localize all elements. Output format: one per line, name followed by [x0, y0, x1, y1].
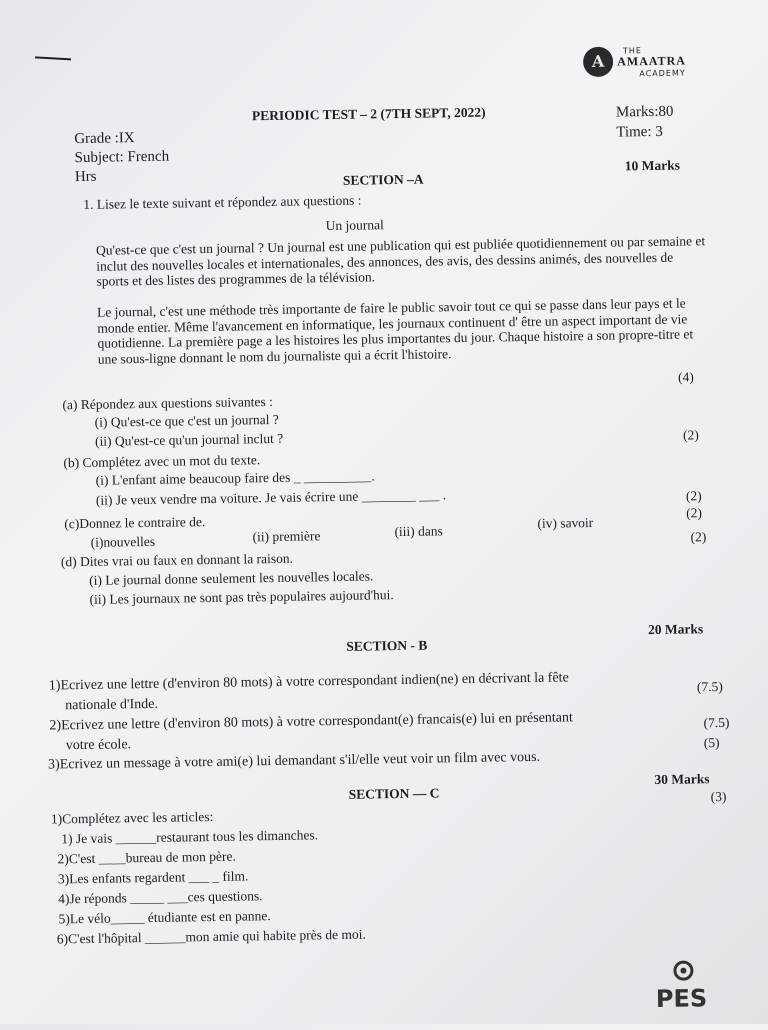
section-c-heading: SECTION — C	[348, 785, 440, 802]
question-d: (d) Dites vrai ou faux en donnant la raison.	[60, 550, 294, 570]
question-c-iii: (iii) dans	[394, 523, 443, 540]
section-b-q1-line2: nationale d'Inde.	[65, 696, 159, 714]
article-item-3: 3)Les enfants regardent ___ _ film.	[57, 868, 249, 887]
hours-label: Hrs	[74, 168, 97, 186]
subject-label: Subject: French	[74, 148, 170, 167]
article-item-1: 1) Je vais ______restaurant tous les dimanches.	[61, 827, 319, 847]
pes-logo	[653, 960, 724, 1016]
section-a-marks: 10 Marks	[624, 157, 681, 174]
question-b: (b) Complétez avec un mot du texte.	[63, 452, 261, 471]
question-a: (a) Répondez aux questions suivantes :	[62, 393, 273, 413]
question-b-i: (i) L'enfant aime beaucoup faire des _ __________.	[95, 468, 375, 488]
section-a-instruction: 1. Lisez le texte suivant et répondez aux questions :	[83, 192, 362, 212]
section-b-q2-marks: (7.5)	[703, 714, 730, 731]
logo-the: THE	[622, 46, 643, 56]
question-c: (c)Donnez le contraire de.	[64, 514, 206, 532]
grade-label: Grade :IX	[74, 130, 135, 148]
section-b-q1-line1: 1)Ecrivez une lettre (d'environ 80 mots) à votre correspondant indien(ne) en décrivant la fête	[48, 670, 569, 694]
passage-paragraph-2: Le journal, c'est une méthode très importante de faire le public savoir tout ce qui se passe dans leur pays et le monde entier. Même l'avancement en informatique, les journaux continuent d' être un aspect important de vie quotidienne. La première page a les histoires les plus importantes du jour. Chaque histoire a son propre-titre et une sous-ligne donnant le nom du journaliste qui a écrit l'histoire.	[96, 295, 694, 367]
test-title: PERIODIC TEST – 2 (7TH SEPT, 2022)	[251, 104, 486, 124]
section-c-q1: 1)Complétez avec les articles:	[50, 808, 214, 827]
passage-title: Un journal	[325, 217, 384, 234]
logo-name: AMAATRA	[617, 53, 687, 69]
section-b-q2-line2: votre école.	[65, 737, 132, 754]
question-c-iv: (iv) savoir	[537, 514, 594, 531]
passage-paragraph-1: Qu'est-ce que c'est un journal ? Un journal est une publication qui est publiée quotidiennement ou par semaine et inclut des nouvelles locales et internationales, des annonces, des avis, des dessins animés, des nouvelles de sports et des listes des programmes de la télévision.	[95, 233, 706, 289]
section-a-heading: SECTION –A	[342, 171, 424, 188]
question-d-marks: (2)	[690, 529, 707, 545]
question-b-ii: (ii) Je veux vendre ma voiture. Je vais écrire une ________ ___ .	[95, 487, 447, 508]
question-c-i: (i)nouvelles	[90, 533, 156, 550]
pes-emblem-icon	[673, 960, 693, 980]
amaatra-academy-logo	[583, 45, 714, 83]
question-a-i: (i) Qu'est-ce que c'est un journal ?	[94, 411, 279, 430]
pes-brand: PES	[655, 984, 708, 1014]
section-b-q1-marks: (7.5)	[696, 678, 723, 695]
logo-academy: ACADEMY	[639, 68, 686, 79]
question-a-marks: (2)	[682, 427, 699, 443]
passage-marks: (4)	[677, 369, 694, 385]
pen-mark	[35, 56, 71, 60]
section-b-q2-line1: 2)Ecrivez une lettre (d'environ 80 mots) à votre correspondant(e) francais(e) lui en présentant	[49, 710, 573, 734]
question-c-ii: (ii) première	[252, 528, 321, 545]
section-b-q3: 3)Ecrivez un message à votre ami(e) lui demandant s'il/elle veut voir un film avec vous.	[48, 749, 541, 773]
article-item-4: 4)Je réponds _____ ___ces questions.	[58, 888, 263, 907]
time-allowed: Time: 3	[616, 123, 663, 141]
question-d-ii: (ii) Les journaux ne sont pas très populaires aujourd'hui.	[89, 587, 394, 607]
question-a-ii: (ii) Qu'est-ce qu'un journal inclut ?	[94, 430, 284, 449]
total-marks: Marks:80	[615, 103, 674, 121]
article-item-5: 5)Le vélo_____ étudiante est en panne.	[58, 908, 271, 927]
article-item-6: 6)C'est l'hôpital ______mon amie qui habite près de moi.	[56, 926, 366, 947]
section-b-q3-marks: (5)	[703, 735, 720, 751]
article-item-2: 2)C'est ____bureau de mon père.	[57, 848, 236, 867]
question-b-marks: (2)	[685, 488, 702, 504]
section-c-q1-marks: (3)	[710, 788, 727, 805]
section-c-marks: 30 Marks	[654, 771, 710, 788]
question-d-i: (i) Le journal donne seulement les nouvelles locales.	[89, 568, 374, 588]
question-c-marks: (2)	[686, 505, 703, 521]
logo-emblem-icon: A	[583, 47, 613, 77]
section-b-marks: 20 Marks	[647, 621, 704, 638]
section-b-heading: SECTION - B	[346, 637, 428, 654]
